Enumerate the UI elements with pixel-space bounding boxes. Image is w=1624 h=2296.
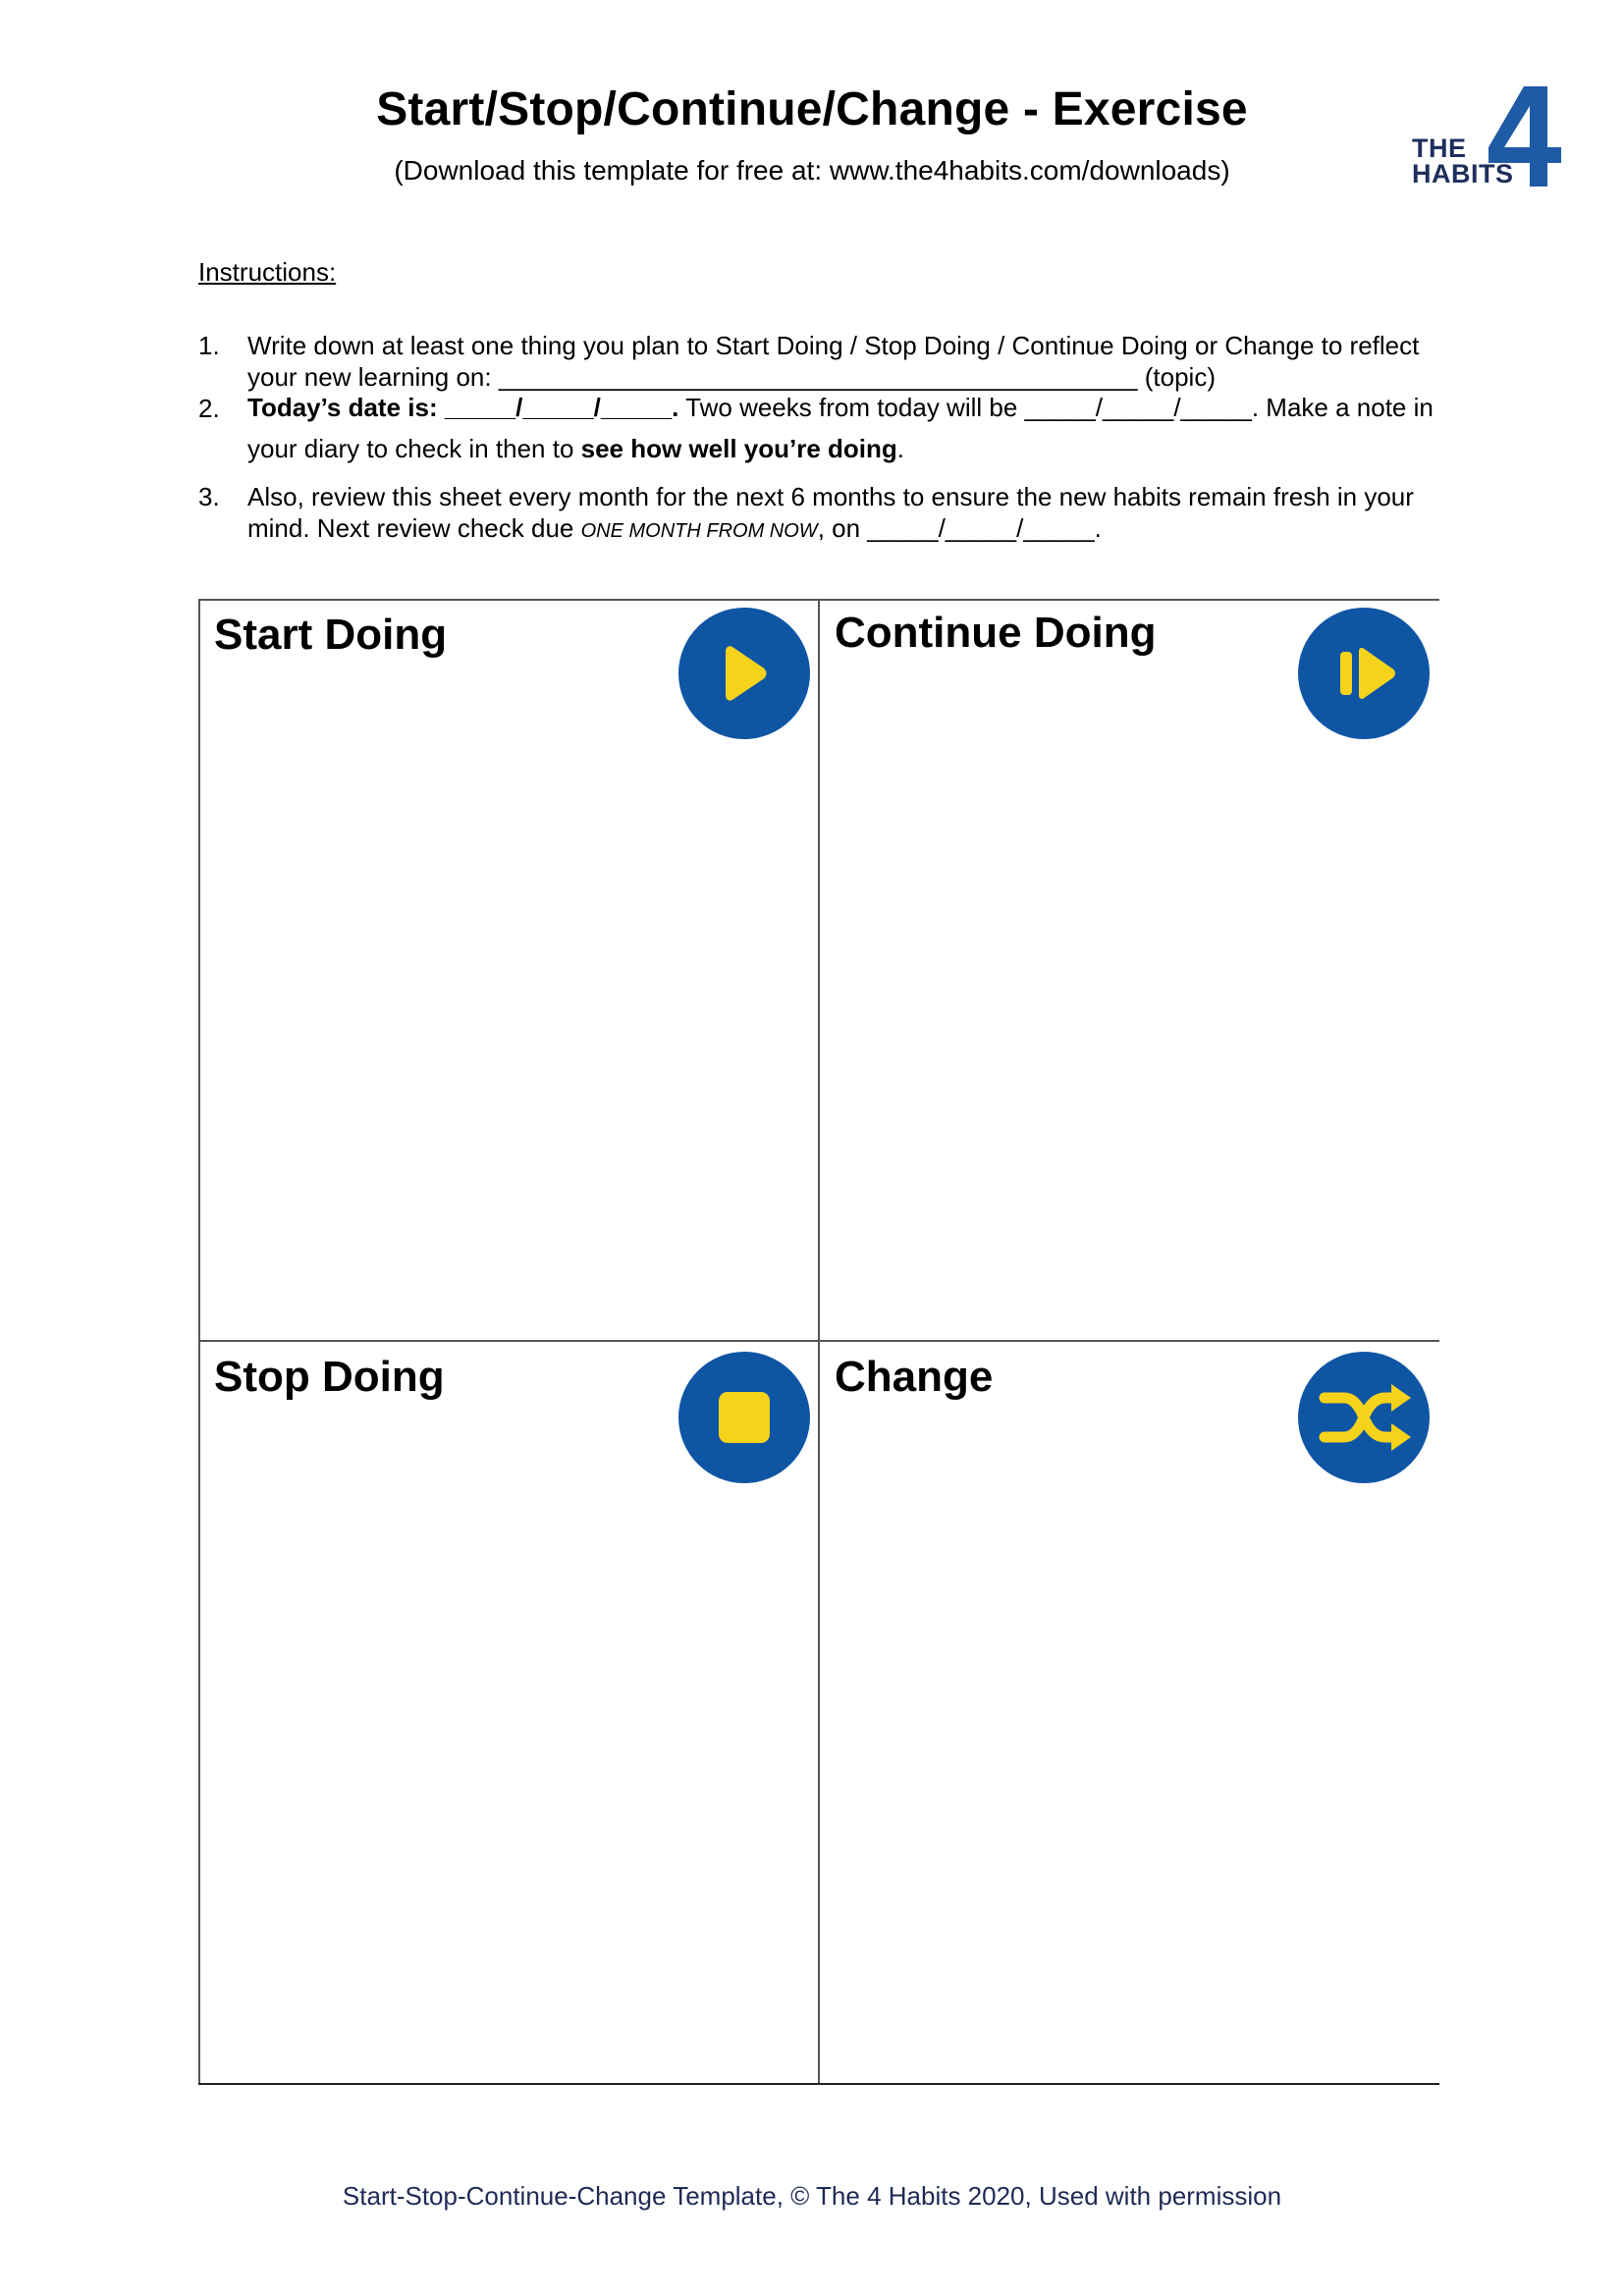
instruction-text-end: , on _____/_____/_____.: [817, 513, 1102, 543]
instruction-text: [247, 387, 1445, 469]
footer-text: Start-Stop-Continue-Change Template, © The 4 Habits 2020, Used with permission: [342, 2181, 1282, 2211]
instruction-text: Write down at least one thing you plan to Start Doing / Stop Doing / Continue Doing or Change to reflect your new learning on: _____________________________________________ (topic): [247, 331, 1420, 392]
list-number: 1.: [198, 331, 220, 360]
instruction-text-part: Also, review this sheet every month for the next 6 months to ensure the new habits remain fresh in your mind. Next review check due: [247, 482, 1414, 543]
date-prompt: Today’s date is: _____/_____/_____.: [247, 393, 679, 422]
small-caps-text: ONE MONTH FROM NOW: [580, 520, 818, 542]
the4habits-logo: [1412, 82, 1559, 188]
list-number: 2.: [198, 394, 220, 423]
grid-divider-horizontal: [198, 1340, 1439, 1342]
instructions-heading: Instructions:: [198, 257, 337, 287]
instruction-text-part: Two weeks from today will be _____/_____/_____. Make a note in your diary to check in then to: [247, 393, 1434, 463]
instruction-text: [247, 481, 1445, 547]
list-number: 3.: [198, 482, 220, 511]
logo-habits-text: HABITS: [1412, 159, 1514, 188]
emphasis-text: see how well you’re doing: [580, 434, 897, 463]
logo-four-icon: [1473, 82, 1563, 188]
logo-the-text: THE: [1412, 133, 1467, 163]
stop-icon: [677, 1351, 811, 1484]
page-subtitle: (Download this template for free at: www.the4habits.com/downloads): [394, 155, 1230, 186]
quadrant-title-change: Change: [835, 1353, 994, 1401]
play-icon: [677, 607, 811, 740]
quadrant-title-start: Start Doing: [214, 611, 448, 659]
instruction-text-end: .: [896, 434, 905, 463]
resume-icon: [1297, 607, 1431, 740]
grid-bottom-border: [198, 2083, 1439, 2085]
quadrant-title-stop: Stop Doing: [214, 1353, 445, 1401]
shuffle-icon: [1297, 1351, 1431, 1484]
page-title: Start/Stop/Continue/Change - Exercise: [376, 83, 1248, 135]
quadrant-title-continue: Continue Doing: [835, 609, 1157, 657]
